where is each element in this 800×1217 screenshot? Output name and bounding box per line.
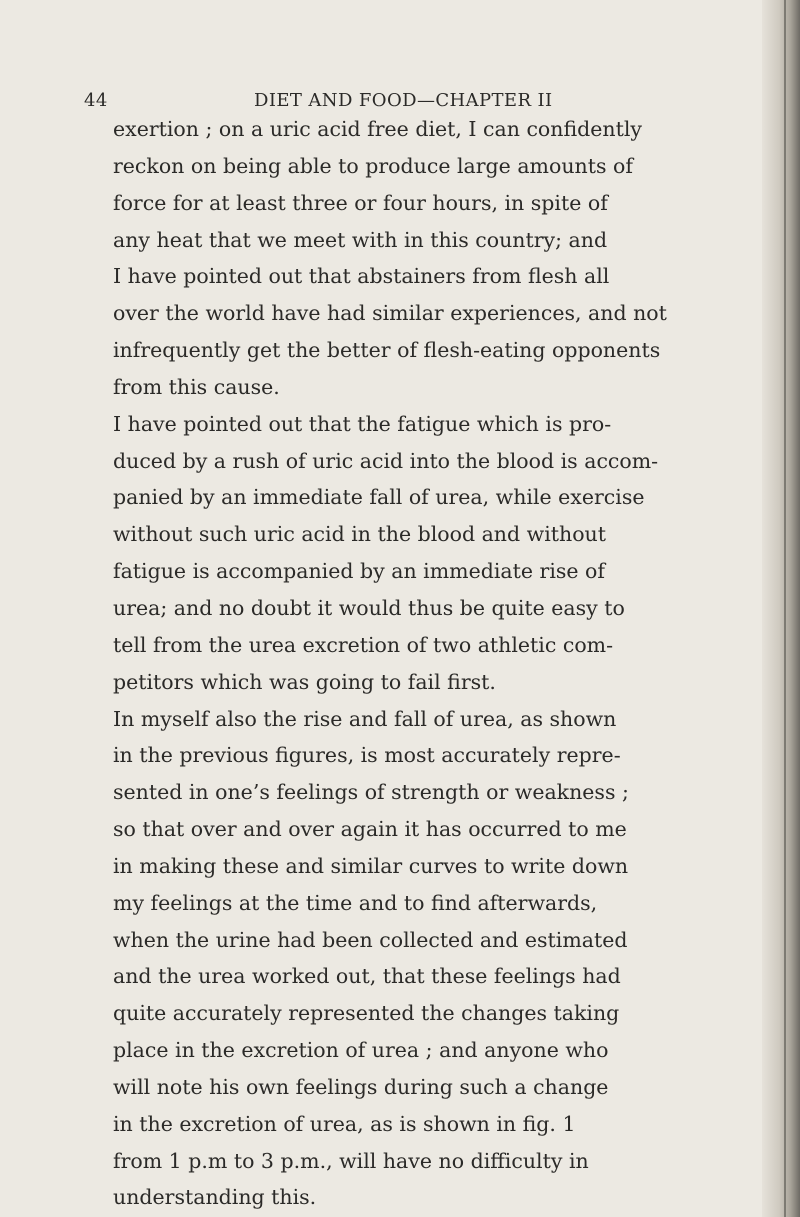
text-line: sented in one’s feelings of strength or weakness ; xyxy=(113,780,629,805)
text-line: urea; and no doubt it would thus be quite easy to xyxy=(113,595,625,620)
text-line: place in the excretion of urea ; and anyone who xyxy=(113,1038,609,1063)
page-edge-shadow xyxy=(784,0,786,1217)
text-line: force for at least three or four hours, in spite of xyxy=(113,190,608,215)
text-line: duced by a rush of uric acid into the blood is accom- xyxy=(113,448,659,473)
text-line: exertion ; on a uric acid free diet, I can confidently xyxy=(113,117,642,141)
paragraph-start-line: In myself also the rise and fall of urea, as shown xyxy=(113,706,617,731)
page-edge xyxy=(762,0,800,1217)
chapter-title: DIET AND FOOD—CHAPTER II xyxy=(254,90,553,111)
text-line: panied by an immediate fall of urea, while exercise xyxy=(113,485,645,510)
text-line: infrequently get the better of flesh-eating opponents xyxy=(113,338,661,363)
text-line: reckon on being able to produce large amounts of xyxy=(113,153,633,178)
text-line: understanding this. xyxy=(113,1185,317,1210)
text-line: so that over and over again it has occurred to me xyxy=(113,817,627,842)
text-line: from 1 p.m to 3 p.m., will have no difficulty in xyxy=(113,1148,589,1173)
text-line: and the urea worked out, that these feelings had xyxy=(113,964,621,989)
text-line: fatigue is accompanied by an immediate rise of xyxy=(113,559,605,584)
text-line: quite accurately represented the changes taking xyxy=(113,1001,620,1026)
page-number: 44 xyxy=(84,90,108,111)
text-line: tell from the urea excretion of two athletic com- xyxy=(113,632,614,657)
text-line: from this cause. xyxy=(113,374,280,399)
text-line: without such uric acid in the blood and without xyxy=(113,522,606,547)
text-line: petitors which was going to fail first. xyxy=(113,669,496,694)
text-line: in making these and similar curves to write down xyxy=(113,853,629,878)
paragraph-start-line: I have pointed out that the fatigue which is pro- xyxy=(113,411,612,436)
text-line: I have pointed out that abstainers from flesh all xyxy=(113,264,610,289)
text-line: will note his own feelings during such a change xyxy=(113,1074,609,1099)
text-line: my feelings at the time and to find afterwards, xyxy=(113,890,598,915)
text-line: in the excretion of urea, as is shown in fig. 1 xyxy=(113,1111,576,1136)
text-line: in the previous figures, is most accurately repre- xyxy=(113,743,621,768)
text-line: over the world have had similar experiences, and not xyxy=(113,301,667,326)
text-line: any heat that we meet with in this country; and xyxy=(113,227,608,252)
text-line: when the urine had been collected and estimated xyxy=(113,927,628,952)
body-text xyxy=(113,111,743,1216)
